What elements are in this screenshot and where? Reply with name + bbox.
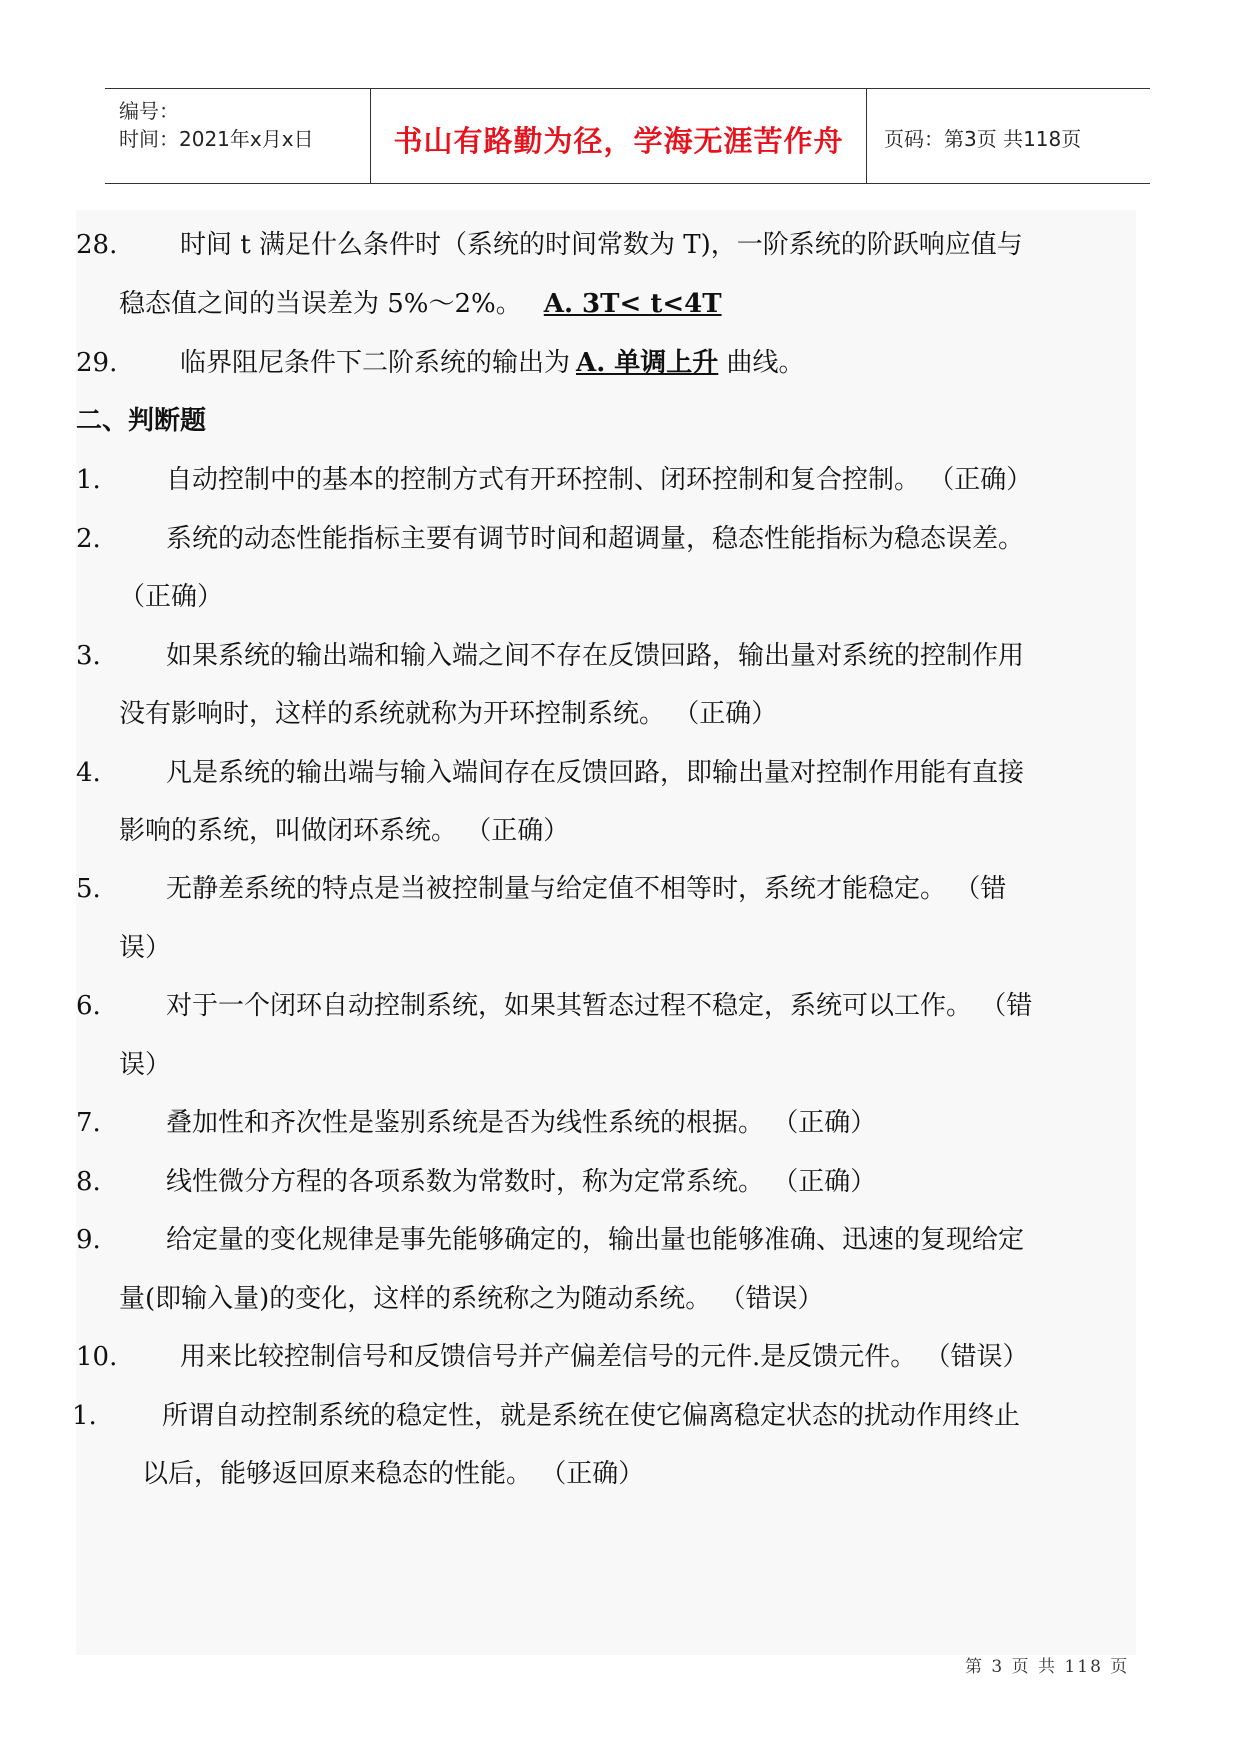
item-text: 如果系统的输出端和输入端之间不存在反馈回路，输出量对系统的控制作用 bbox=[166, 641, 1025, 671]
item-number: 9. bbox=[76, 1225, 101, 1255]
answer: A. 3T< t<4T bbox=[543, 289, 722, 319]
item-text: 时间 t 满足什么条件时（系统的时间常数为 T)，一阶系统的阶跃响应值与 bbox=[180, 230, 1023, 260]
item-text: 影响的系统，叫做闭环系统。 （正确） bbox=[119, 816, 570, 846]
item-number: 1. bbox=[72, 1401, 97, 1431]
item-text: 所谓自动控制系统的稳定性，就是系统在使它偏离稳定状态的扰动作用终止 bbox=[162, 1401, 1021, 1431]
page-info: 页码：第3页 共118页 bbox=[884, 127, 1082, 151]
item-text: 自动控制中的基本的控制方式有开环控制、闭环控制和复合控制。 （正确） bbox=[166, 465, 1033, 495]
item-text: 给定量的变化规律是事先能够确定的，输出量也能够准确、迅速的复现给定 bbox=[166, 1225, 1025, 1255]
item-text: 临界阻尼条件下二阶系统的输出为 bbox=[180, 348, 571, 378]
item-text: 稳态值之间的当误差为 5%～2%。 bbox=[119, 289, 522, 319]
item-number: 3. bbox=[76, 641, 101, 671]
item-number: 4. bbox=[76, 758, 101, 788]
item-text: 没有影响时，这样的系统就称为开环控制系统。 （正确） bbox=[119, 699, 778, 729]
item-text: 线性微分方程的各项系数为常数时，称为定常系统。 （正确） bbox=[166, 1167, 877, 1197]
item-number: 6. bbox=[76, 991, 101, 1021]
item-text: 系统的动态性能指标主要有调节时间和超调量，稳态性能指标为稳态误差。 bbox=[166, 524, 1025, 554]
item-text: 以后，能够返回原来稳态的性能。 （正确） bbox=[142, 1459, 645, 1489]
item-number: 29. bbox=[76, 348, 118, 378]
item-number: 10. bbox=[76, 1342, 118, 1372]
answer: A. 单调上升 bbox=[576, 348, 719, 378]
header-right-cell bbox=[868, 89, 1150, 183]
item-suffix: 曲线。 bbox=[718, 348, 805, 378]
item-text: 量(即输入量)的变化，这样的系统称之为随动系统。 （错误） bbox=[119, 1284, 824, 1314]
item-number: 8. bbox=[76, 1167, 101, 1197]
item-number: 1. bbox=[76, 465, 101, 495]
header-left-cell bbox=[105, 89, 371, 183]
item-text: 叠加性和齐次性是鉴别系统是否为线性系统的根据。 （正确） bbox=[166, 1108, 877, 1138]
time-label: 时间：2021年x月x日 bbox=[119, 127, 314, 151]
item-text: 误） bbox=[119, 1050, 172, 1080]
motto: 书山有路勤为径，学海无涯苦作舟 bbox=[393, 124, 844, 158]
document-body: 28. 时间 t 满足什么条件时（系统的时间常数为 T)，一阶系统的阶跃响应值与 稳态值之间的当误差为 5%～2%。 A. 3T< t<4T 29. 临界阻尼条件下二阶系统的输出为 A. 单调上升 曲线。 二、判断题 1. 自动控制中的基本的控制方式有开环控制、闭环控制和复合控制。 （正确） 2. 系统的动态性能指标主要有调节时间和超调量，稳态性能指标为稳态误差。 （正确） 3. 如果系统的输出端和输入端之间不存在反馈回路，输出量对系统的控制作用 没有影响时，这样的系统就称为开环控制系统。 （正确） 4. 凡是系统的输出端与输入端间存在反馈回路，即输出量对控制作用能有直接 影响的系统，叫做闭环系统。 （正确） 5. 无静差系统的特点是当被控制量与给定值不相等时，系统才能稳定。 （错 误） 6. 对于一个闭环自动控制系统，如果其暂态过程不稳定，系统可以工作。 （错 误） 7. 叠加性和齐次性是鉴别系统是否为线性系统的根据。 （正确） 8. 线性微分方程的各项系数为常数时，称为定常系统。 （正确） 9. 给定量的变化规律是事先能够确定的，输出量也能够准确、迅速的复现给定 量(即输入量)的变化，这样的系统称之为随动系统。 （错误） 10. 用来比较控制信号和反馈信号并产偏差信号的元件.是反馈元件。 （错误） 1. 所谓自动控制系统的稳定性，就是系统在使它偏离稳定状态的扰动作用终止 以后，能够返回原来稳态的性能。 （正确） bbox=[76, 210, 1136, 1655]
item-text: 无静差系统的特点是当被控制量与给定值不相等时，系统才能稳定。 （错 bbox=[166, 874, 1007, 904]
item-number: 7. bbox=[76, 1108, 101, 1138]
item-text: （正确） bbox=[119, 582, 224, 612]
item-text: 用来比较控制信号和反馈信号并产偏差信号的元件.是反馈元件。 （错误） bbox=[180, 1342, 1029, 1372]
item-text: 误） bbox=[119, 933, 172, 963]
item-text: 凡是系统的输出端与输入端间存在反馈回路，即输出量对控制作用能有直接 bbox=[166, 758, 1025, 788]
header-motto-cell bbox=[371, 89, 867, 183]
serial-label: 编号： bbox=[119, 99, 179, 123]
page-footer: 第 3 页 共 118 页 bbox=[965, 1657, 1130, 1677]
page-header bbox=[105, 88, 1150, 184]
item-text: 对于一个闭环自动控制系统，如果其暂态过程不稳定，系统可以工作。 （错 bbox=[166, 991, 1033, 1021]
item-number: 5. bbox=[76, 874, 101, 904]
item-number: 2. bbox=[76, 524, 101, 554]
item-number: 28. bbox=[76, 230, 118, 260]
